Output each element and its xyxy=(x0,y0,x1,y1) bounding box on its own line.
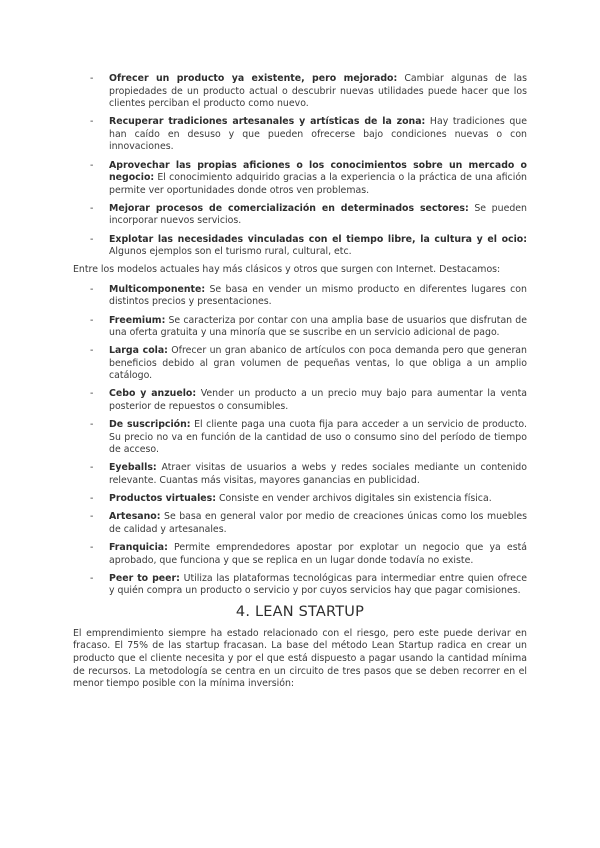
list-item xyxy=(73,315,527,340)
list-item-term: Cebo y anzuelo: xyxy=(109,388,197,400)
bullet-dash: - xyxy=(90,493,94,505)
list-item-term: Freemium: xyxy=(109,314,166,326)
lean-startup-paragraph: El emprendimiento siempre ha estado relacionado con el riesgo, pero este puede derivar en fracaso. El 75% de las startup fracasan. La base del método Lean Startup radica en crear un producto que el cliente necesita y por el que está dispuesto a pagar usando la cantidad mínima de recursos. La metodología se centra en un circuito de tres pasos que se deben recorrer en el menor tiempo posible con la mínima inversión: xyxy=(73,627,527,690)
list-item-text: Hay tradiciones que han caído en desuso y que pueden ofrecerse bajo condiciones nuevas o con innovaciones. xyxy=(109,116,527,153)
models-intro-paragraph: Entre los modelos actuales hay más clásicos y otros que surgen con Internet. Destacamos: xyxy=(73,264,501,276)
bullet-dash: - xyxy=(90,202,94,214)
list-item-text: Vender un producto a un precio muy bajo para aumentar la venta posterior de repuestos o consumibles. xyxy=(109,388,527,413)
bullet-dash: - xyxy=(90,159,94,171)
list-item-term: Larga cola: xyxy=(109,345,168,357)
list-item xyxy=(73,388,527,413)
bullet-dash: - xyxy=(90,73,94,84)
list-item xyxy=(73,511,527,536)
list-item-term: De suscripción: xyxy=(109,419,191,431)
list-item-term: Aprovechar las propias aficiones o los conocimientos sobre un mercado o negocio: xyxy=(109,159,527,184)
list-item-text: Se caracteriza por contar con una amplia base de usuarios que disfrutan de una oferta gratuita y una minoría que se suscribe en un servicio adicional de pago. xyxy=(109,314,527,339)
list-item xyxy=(73,160,527,198)
list-item xyxy=(73,203,527,228)
bullet-dash: - xyxy=(90,345,94,357)
bullet-dash: - xyxy=(90,462,94,474)
list-item-term: Peer to peer: xyxy=(109,572,180,584)
list-item xyxy=(73,419,527,457)
list-item xyxy=(73,493,527,506)
list-item-text: Se basa en vender un mismo producto en diferentes lugares con distintos precios y presentaciones. xyxy=(109,283,527,308)
bullet-dash: - xyxy=(90,511,94,523)
list-item-term: Recuperar tradiciones artesanales y artísticas de la zona: xyxy=(109,116,426,128)
list-item-text: Algunos ejemplos son el turismo rural, cultural, etc. xyxy=(109,246,352,258)
list-item-text: El cliente paga una cuota fija para acceder a un servicio de producto. Su precio no va en función de la cantidad de uso o consumo sino del período de tiempo de acceso. xyxy=(109,419,527,456)
list-item-text: Permite emprendedores apostar por explotar un negocio que ya está aprobado, que funciona y que se replica en un lugar donde todavía no existe. xyxy=(109,541,527,566)
list-item-text: El conocimiento adquirido gracias a la experiencia o la práctica de una afición permite ver oportunidades donde otros ven problemas. xyxy=(109,172,527,196)
bullet-dash: - xyxy=(90,314,94,326)
list-item-term: Multicomponente: xyxy=(109,283,206,295)
list-item-term: Productos virtuales: xyxy=(109,493,216,505)
list-item xyxy=(73,116,527,154)
bullet-dash: - xyxy=(90,233,94,245)
list-item-text: Se basa en general valor por medio de creaciones únicas como los muebles de calidad y artesanales. xyxy=(109,511,527,535)
list-item-text: Cambiar algunas de las propiedades de un producto actual o descubrir nuevas utilidades puede hacer que los clientes perciban el producto como nuevo. xyxy=(109,73,527,110)
list-item-text: Ofrecer un gran abanico de artículos con poca demanda pero que generan beneficios debido al gran volumen de pequeñas ventas, lo que obliga a un amplio catálogo. xyxy=(109,345,527,382)
list-item xyxy=(73,573,527,598)
list-item-term: Artesano: xyxy=(109,511,161,523)
list-item xyxy=(73,73,527,111)
bullet-dash: - xyxy=(90,541,94,553)
list-item xyxy=(73,284,527,309)
list-item-term: Eyeballs: xyxy=(109,462,157,474)
bullet-dash: - xyxy=(90,283,94,295)
models-list xyxy=(73,284,527,598)
list-item-term: Explotar las necesidades vinculadas con el tiempo libre, la cultura y el ocio: xyxy=(109,233,527,245)
list-item xyxy=(73,462,527,487)
list-item-text: Se pueden incorporar nuevos servicios. xyxy=(109,202,527,227)
ideas-list xyxy=(73,73,527,259)
list-item-term: Franquicia: xyxy=(109,541,168,553)
bullet-dash: - xyxy=(90,116,94,128)
bullet-dash: - xyxy=(90,388,94,400)
section-heading: 4. LEAN STARTUP xyxy=(235,603,365,620)
list-item xyxy=(73,542,527,567)
list-item-text: Consiste en vender archivos digitales sin existencia física. xyxy=(215,493,492,505)
list-item-text: Utiliza las plataformas tecnológicas para intermediar entre quien ofrece y quién compra un producto o servicio y por cuyos servicios hay que pagar comisiones. xyxy=(109,572,527,597)
list-item-term: Ofrecer un producto ya existente, pero mejorado: xyxy=(109,73,398,84)
bullet-dash: - xyxy=(90,419,94,431)
list-item xyxy=(73,345,527,383)
bullet-dash: - xyxy=(90,572,94,584)
list-item-term: Mejorar procesos de comercialización en determinados sectores: xyxy=(109,202,469,214)
list-item xyxy=(73,234,527,259)
list-item-text: Atraer visitas de usuarios a webs y redes sociales mediante un contenido relevante. Cuantas más visitas, mayores ganancias en publicidad. xyxy=(109,462,527,487)
